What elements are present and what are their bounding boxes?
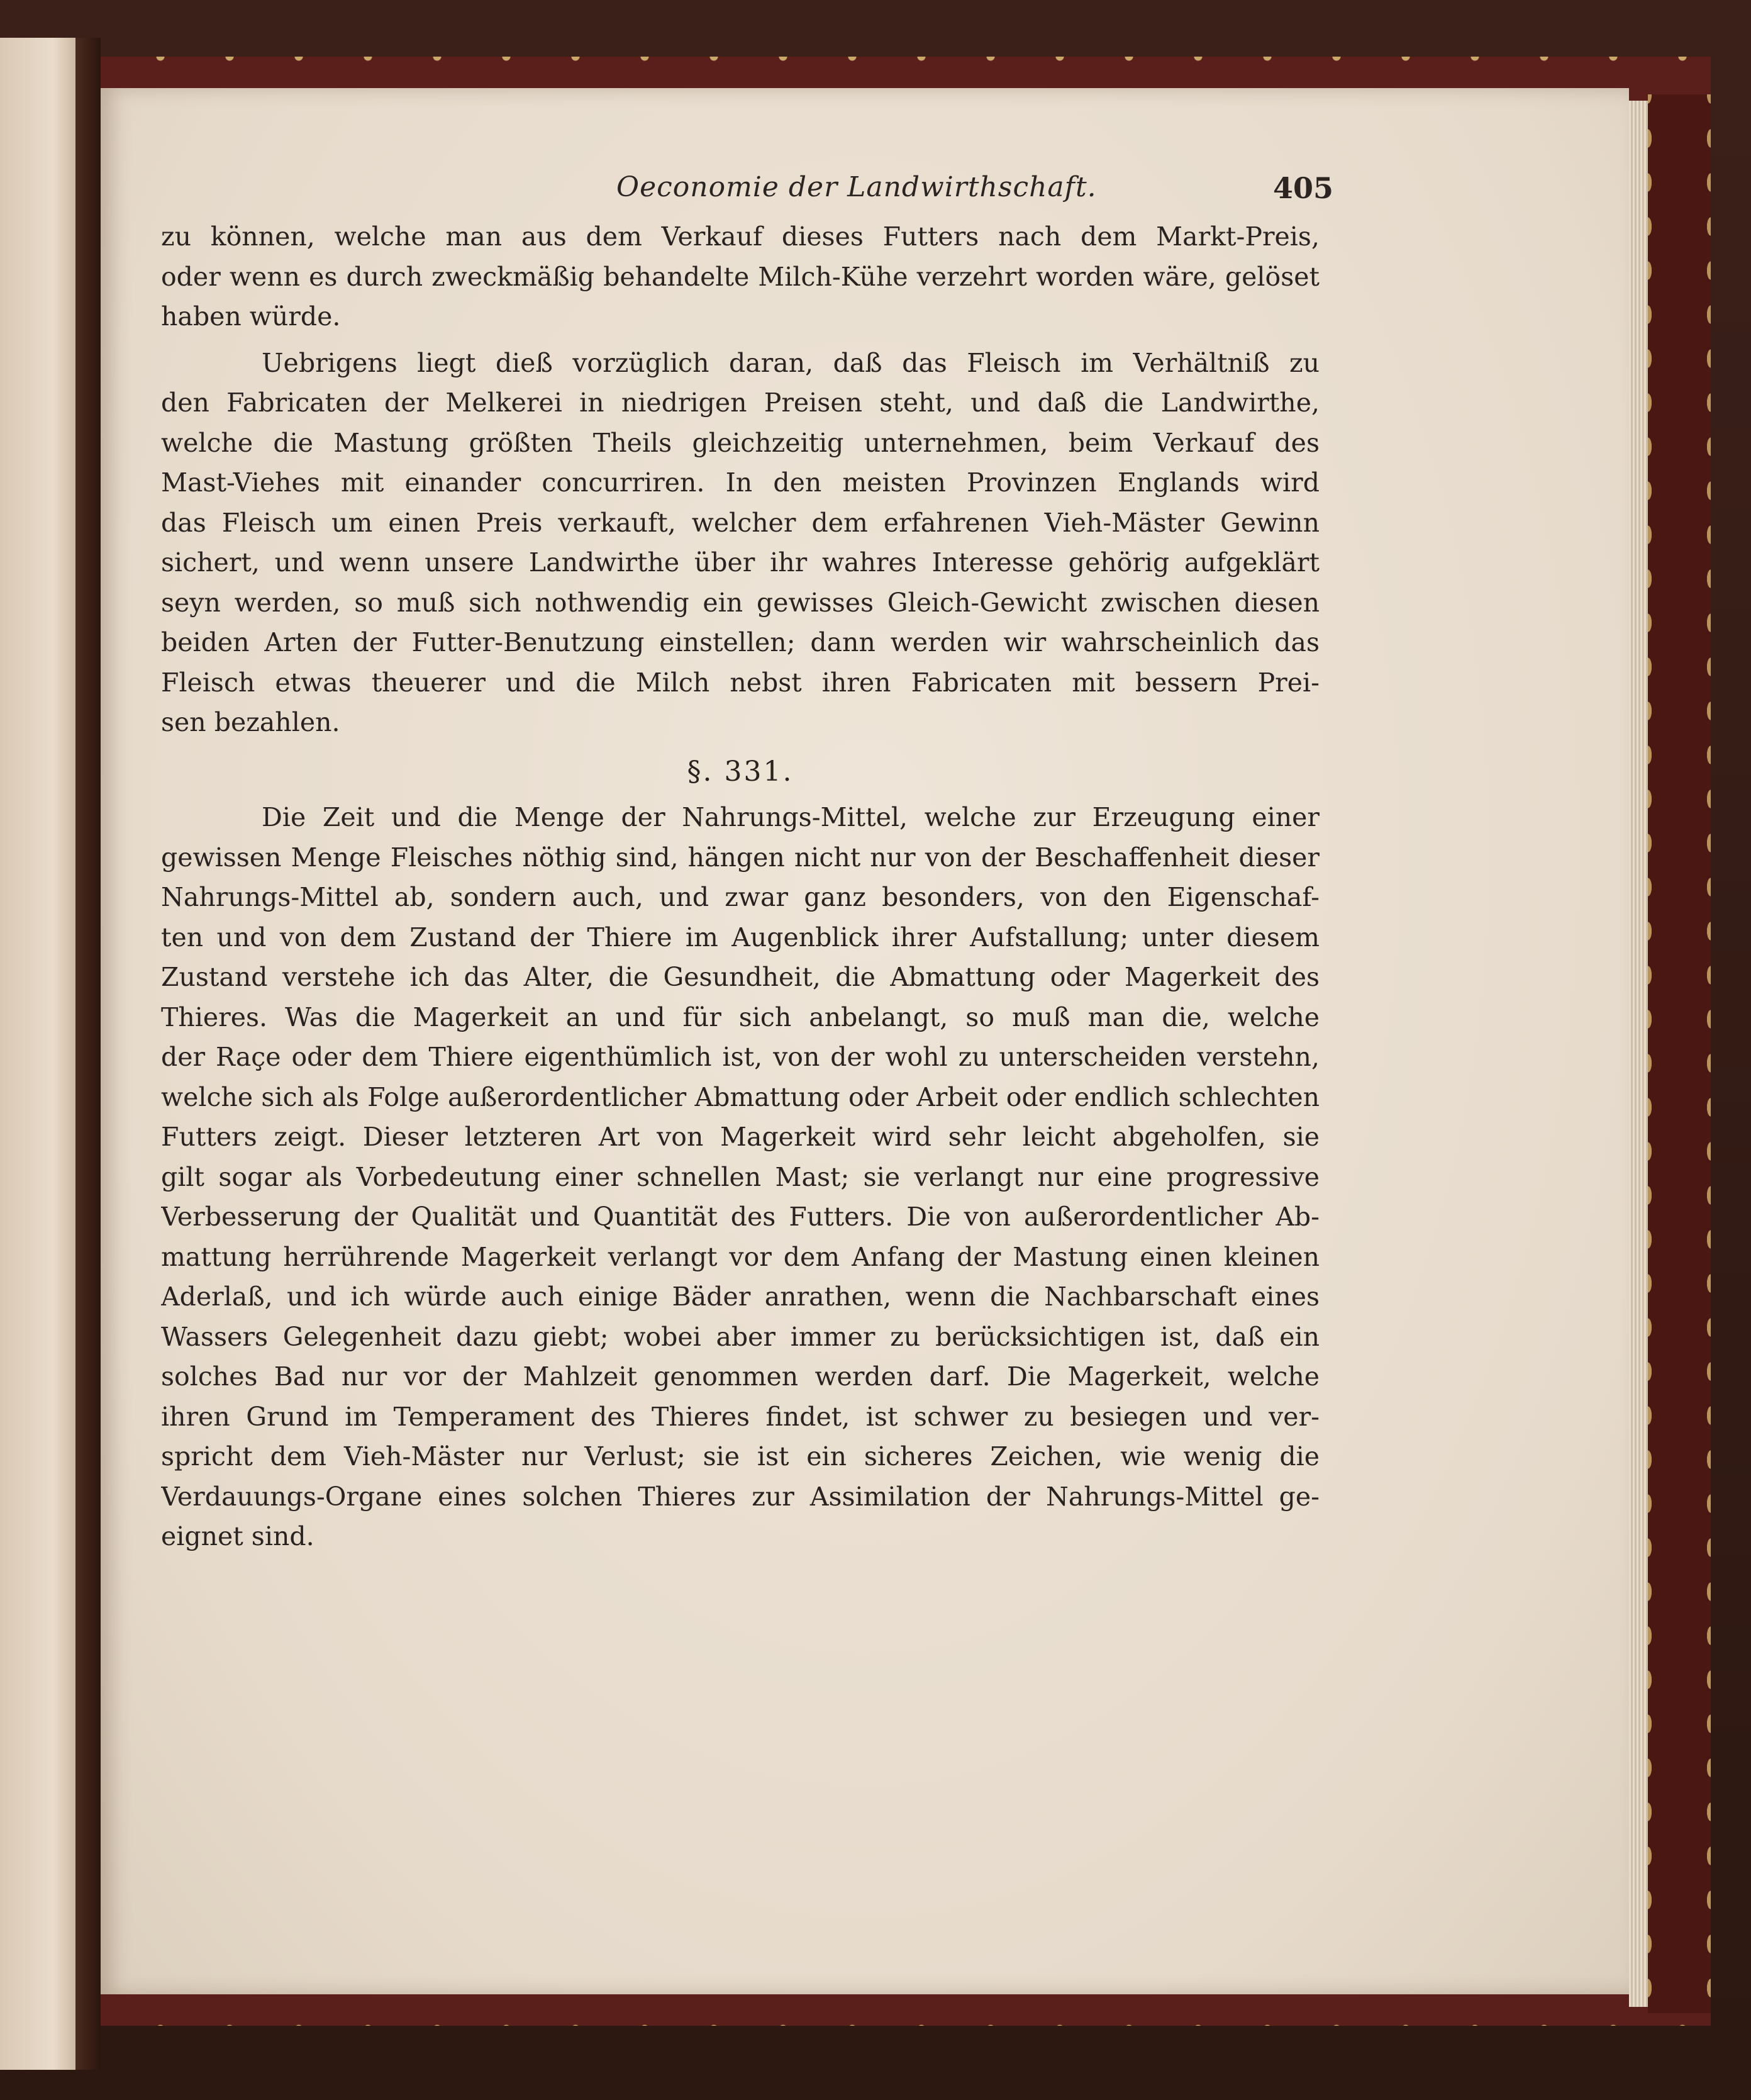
text-line: ihren Grund im Temperament des Thieres findet, ist schwer zu besiegen und ver- (161, 1401, 1320, 1432)
section-heading: §. 331. (687, 755, 794, 788)
text-line: Futters zeigt. Dieser letzteren Art von Magerkeit wird sehr leicht abgeholfen, sie (161, 1122, 1320, 1152)
body-text (161, 217, 1320, 1557)
paragraph (161, 343, 1320, 743)
text-line: welche die Mastung größten Theils gleichzeitig unternehmen, beim Verkauf des (161, 427, 1320, 458)
text-line: das Fleisch um einen Preis verkauft, welcher dem erfahrenen Vieh-Mäster Gewinn (161, 507, 1320, 538)
text-line: beiden Arten der Futter-Benutzung einstellen; dann werden wir wahrscheinlich das (161, 627, 1320, 657)
paragraph-list (161, 217, 1320, 743)
text-line: der Raçe oder dem Thiere eigenthümlich ist, von der wohl zu unterscheiden verstehn, (161, 1042, 1320, 1072)
paragraph (161, 798, 1320, 1557)
paragraph (161, 217, 1320, 337)
text-line: sen bezahlen. (161, 707, 340, 737)
page-number: 405 (1272, 171, 1333, 205)
text-line: spricht dem Vieh-Mäster nur Verlust; sie ist ein sicheres Zeichen, wie wenig die (161, 1441, 1320, 1472)
text-line: Thieres. Was die Magerkeit an und für sich anbelangt, so muß man die, welche (161, 1002, 1320, 1032)
book-gutter (75, 38, 101, 2070)
text-line: Verdauungs-Organe eines solchen Thieres zur Assimilation der Nahrungs-Mittel ge- (161, 1481, 1320, 1512)
facing-page-edge (0, 38, 79, 2070)
text-line: Wassers Gelegenheit dazu giebt; wobei aber immer zu berücksichtigen ist, daß ein (161, 1321, 1320, 1352)
text-line: Nahrungs-Mittel ab, sondern auch, und zwar ganz besonders, von den Eigenschaf- (161, 882, 1320, 912)
text-line: zu können, welche man aus dem Verkauf dieses Futters nach dem Markt-Preis, (161, 221, 1320, 252)
binding-border-right (1648, 94, 1711, 2013)
page-fore-edge (1629, 101, 1648, 2007)
text-line: haben würde. (161, 301, 341, 332)
text-line: den Fabricaten der Melkerei in niedrigen Preisen steht, und daß die Landwirthe, (161, 388, 1320, 418)
text-line: welche sich als Folge außerordentlicher Abmattung oder Arbeit oder endlich schlechten (161, 1081, 1320, 1112)
text-line: Zustand verstehe ich das Alter, die Gesundheit, die Abmattung oder Magerkeit des (161, 962, 1320, 992)
text-line: seyn werden, so muß sich nothwendig ein gewisses Gleich-Gewicht zwischen diesen (161, 587, 1320, 618)
text-line: Uebrigens liegt dieß vorzüglich daran, daß das Fleisch im Verhältniß zu (262, 347, 1320, 378)
text-line: mattung herrührende Magerkeit verlangt vor dem Anfang der Mastung einen kleinen (161, 1241, 1320, 1272)
section-paragraph-container (161, 798, 1320, 1557)
text-line: solches Bad nur vor der Mahlzeit genommen werden darf. Die Magerkeit, welche (161, 1361, 1320, 1392)
text-line: Aderlaß, und ich würde auch einige Bäder anrathen, wenn die Nachbarschaft eines (161, 1282, 1320, 1312)
text-line: Verbesserung der Qualität und Quantität des Futters. Die von außerordentlicher Ab- (161, 1202, 1320, 1232)
text-line: gewissen Menge Fleisches nöthig sind, hängen nicht nur von der Beschaffenheit dieser (161, 842, 1320, 873)
text-line: ten und von dem Zustand der Thiere im Augenblick ihrer Aufstallung; unter diesem (161, 922, 1320, 952)
text-line: Fleisch etwas theuerer und die Milch nebst ihren Fabricaten mit bessern Prei- (161, 667, 1320, 698)
text-line: gilt sogar als Vorbedeutung einer schnellen Mast; sie verlangt nur eine progressive (161, 1161, 1320, 1192)
text-line: Die Zeit und die Menge der Nahrungs-Mittel, welche zur Erzeugung einer (262, 802, 1320, 832)
text-line: eignet sind. (161, 1521, 314, 1551)
text-line: sichert, und wenn unsere Landwirthe über ihr wahres Interesse gehörig aufgeklärt (161, 547, 1320, 578)
text-line: Mast-Viehes mit einander concurriren. In den meisten Provinzen Englands wird (161, 467, 1320, 498)
text-line: oder wenn es durch zweckmäßig behandelte Milch-Kühe verzehrt worden wäre, gelöset (161, 261, 1320, 292)
running-title: Oeconomie der Landwirthschaft. (616, 171, 1097, 203)
